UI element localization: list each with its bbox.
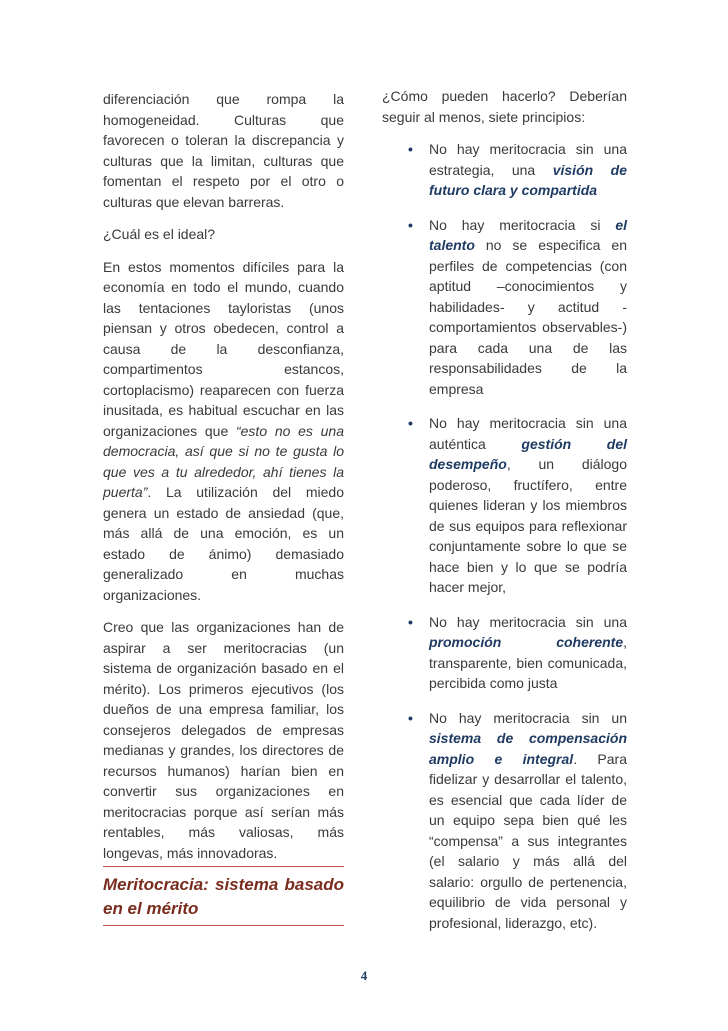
section-heading-box xyxy=(103,866,344,926)
left-column xyxy=(103,89,344,875)
bullet-icon: • xyxy=(408,141,413,157)
paragraph-1: diferenciación que rompa la homogeneidad. Culturas que favorecen o toleran la discrepancia y culturas que la limitan, culturas que fomentan el respeto por el otro o culturas que elevan barreras. xyxy=(103,91,344,210)
list-item xyxy=(382,612,627,694)
paragraph-3 xyxy=(103,257,344,606)
paragraph-4: Creo que las organizaciones han de aspirar a ser meritocracias (un sistema de organización basado en el mérito). Los primeros ejecutivos (los dueños de una empresa familiar, los consejeros delegados de empresas medianas y grandes, los directores de recursos humanos) harían bien en convertir sus organizaciones en meritocracias porque así serían más rentables, más valiosas, más longevas, más innovadoras. xyxy=(103,619,344,861)
principle-text-pre: No hay meritocracia sin un xyxy=(429,709,627,726)
paragraph-question: ¿Cuál es el ideal? xyxy=(103,226,216,242)
principle-text-post: , un diálogo poderoso, fructífero, entre quienes lideran y los miembros de sus equipos para reflexionar conjuntamente sobre lo que se hace bien y lo que se podría hacer mejor, xyxy=(429,456,627,595)
bullet-icon: • xyxy=(408,415,413,431)
bullet-icon: • xyxy=(408,709,413,726)
paragraph-3-start: En estos momentos difíciles para la economía en todo el mundo, cuando las tentaciones tayloristas (unos piensan y otros obedecen, control a causa de la desconfianza, compartimentos estancos, cortoplacismo) reaparecen con fuerza inusitada, es habitual escuchar en las organizaciones que xyxy=(103,258,344,439)
principle-text-pre: No hay meritocracia sin una auténtica xyxy=(429,415,627,452)
list-item xyxy=(382,215,627,400)
right-column xyxy=(382,86,627,947)
principle-highlight: promoción coherente xyxy=(429,634,624,650)
principle-highlight: gestión del desempeño xyxy=(429,435,627,472)
paragraph-3-quote: “esto no es una democracia, así que si no te gusta lo que ves a tu alrededor, ahí tienes la puerta” xyxy=(103,422,344,500)
principle-text-pre: No hay meritocracia sin una xyxy=(429,613,627,630)
section-heading: Meritocracia: sistema basado en el mérito xyxy=(103,875,344,918)
list-item xyxy=(382,413,627,598)
principle-highlight: el talento xyxy=(429,216,627,253)
principle-highlight: visión de futuro clara y compartida xyxy=(429,161,628,198)
principle-text-post: , transparente, bien comunicada, percibida como justa xyxy=(429,634,627,691)
list-item xyxy=(382,708,627,934)
principle-text-post: no se especifica en perfiles de competencias (con aptitud –conocimientos y habilidades- y actitud -comportamientos observables-) para cada una de las responsabilidades de la empresa xyxy=(429,237,627,397)
paragraph-3-end: . La utilización del miedo genera un estado de ansiedad (que, más allá de una emoción, es un estado de ánimo) demasiado generalizado en muchas organizaciones. xyxy=(103,484,344,603)
principle-highlight: sistema de compensación amplio e integral xyxy=(429,730,627,767)
principle-text-pre: No hay meritocracia sin una estrategia, una xyxy=(429,141,627,178)
bullet-icon: • xyxy=(408,216,413,233)
bullet-icon: • xyxy=(408,613,413,630)
page-number: 4 xyxy=(360,968,368,983)
principles-intro: ¿Cómo pueden hacerlo? Deberían seguir al menos, siete principios: xyxy=(382,88,627,125)
list-item xyxy=(382,139,627,201)
principle-text-pre: No hay meritocracia si xyxy=(429,216,616,233)
principles-list xyxy=(382,139,627,933)
principle-text-post: . Para fidelizar y desarrollar el talento, es esencial que cada líder de un equipo sepa bien qué les “compensa” a sus integrantes (el salario y más allá del salario: orgullo de pertenencia, equilibrio de vida personal y profesional, liderazgo, etc). xyxy=(429,750,628,931)
